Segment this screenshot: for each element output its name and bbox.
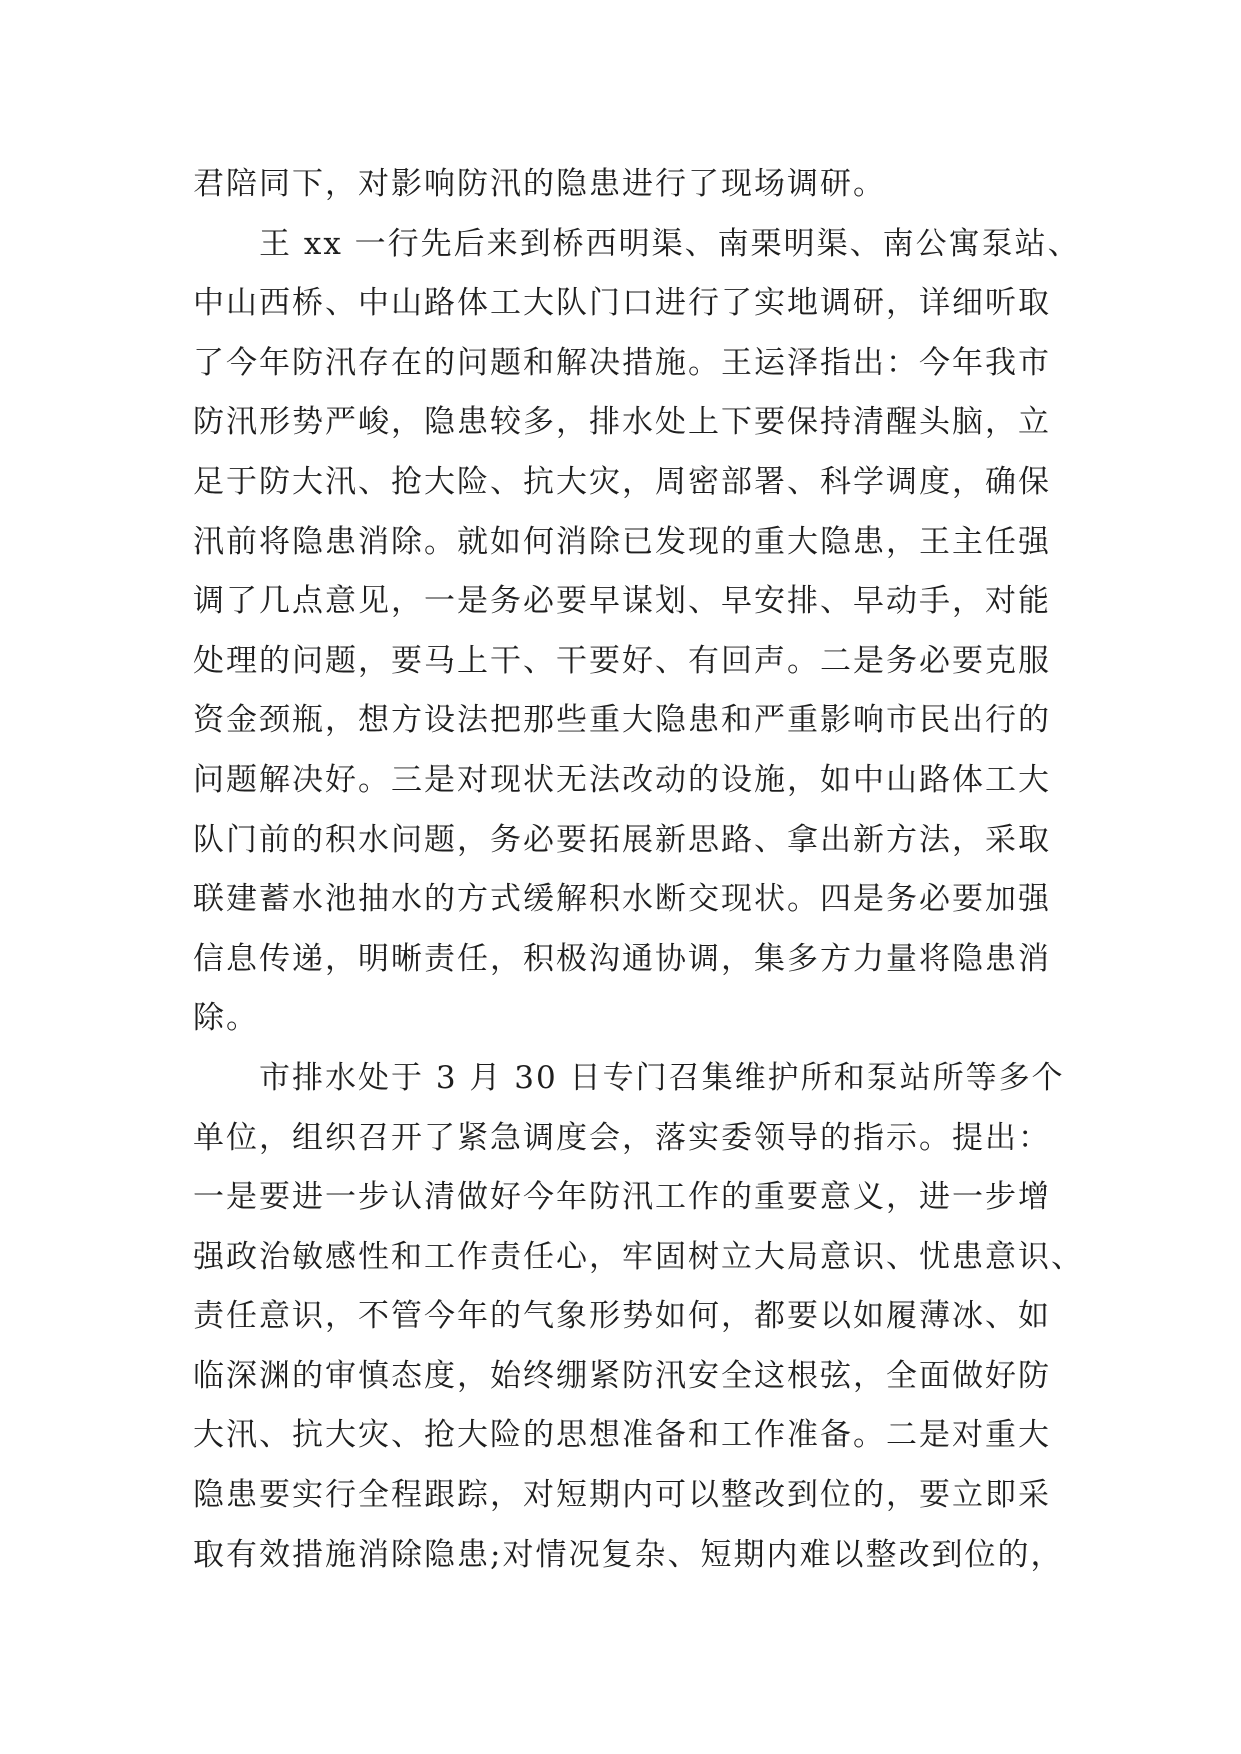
text-line: 除。 — [193, 1000, 259, 1037]
text-line: 隐患要实行全程跟踪，对短期内可以整改到位的，要立即采 — [193, 1477, 1051, 1514]
text-line: 问题解决好。三是对现状无法改动的设施，如中山路体工大 — [193, 761, 1051, 798]
paragraph-first-line: 市排水处于 3 月 30 日专门召集维护所和泵站所等多个 — [259, 1059, 1065, 1096]
text-line: 取有效措施消除隐患;对情况复杂、短期内难以整改到位的， — [193, 1536, 1064, 1573]
text-line: 单位，组织召开了紧急调度会，落实委领导的指示。提出： — [193, 1119, 1051, 1156]
text-line: 调了几点意见，一是务必要早谋划、早安排、早动手，对能 — [193, 583, 1051, 620]
paragraph-first-line: 王 xx 一行先后来到桥西明渠、南栗明渠、南公寓泵站、 — [259, 225, 1081, 262]
text-line: 临深渊的审慎态度，始终绷紧防汛安全这根弦，全面做好防 — [193, 1357, 1051, 1394]
text-line: 中山西桥、中山路体工大队门口进行了实地调研，详细听取 — [193, 285, 1051, 322]
text-line: 责任意识，不管今年的气象形势如何，都要以如履薄冰、如 — [193, 1298, 1051, 1335]
text-line: 队门前的积水问题，务必要拓展新思路、拿出新方法，采取 — [193, 821, 1051, 858]
text-line: 足于防大汛、抢大险、抗大灾，周密部署、科学调度，确保 — [193, 463, 1051, 500]
text-line: 君陪同下，对影响防汛的隐患进行了现场调研。 — [193, 166, 886, 202]
document-body — [193, 155, 1084, 1585]
text-line: 处理的问题，要马上干、干要好、有回声。二是务必要克服 — [193, 642, 1051, 679]
text-line: 了今年防汛存在的问题和解决措施。王运泽指出：今年我市 — [193, 344, 1051, 381]
text-line: 防汛形势严峻，隐患较多，排水处上下要保持清醒头脑，立 — [193, 404, 1051, 441]
text-line: 大汛、抗大灾、抢大险的思想准备和工作准备。二是对重大 — [193, 1417, 1051, 1454]
text-line: 资金颈瓶，想方设法把那些重大隐患和严重影响市民出行的 — [193, 702, 1051, 739]
text-line: 一是要进一步认清做好今年防汛工作的重要意义，进一步增 — [193, 1179, 1051, 1216]
text-line: 强政治敏感性和工作责任心，牢固树立大局意识、忧患意识、 — [193, 1238, 1084, 1275]
text-line: 汛前将隐患消除。就如何消除已发现的重大隐患，王主任强 — [193, 523, 1051, 560]
text-line: 信息传递，明晰责任，积极沟通协调，集多方力量将隐患消 — [193, 940, 1051, 977]
text-line: 联建蓄水池抽水的方式缓解积水断交现状。四是务必要加强 — [193, 881, 1051, 918]
